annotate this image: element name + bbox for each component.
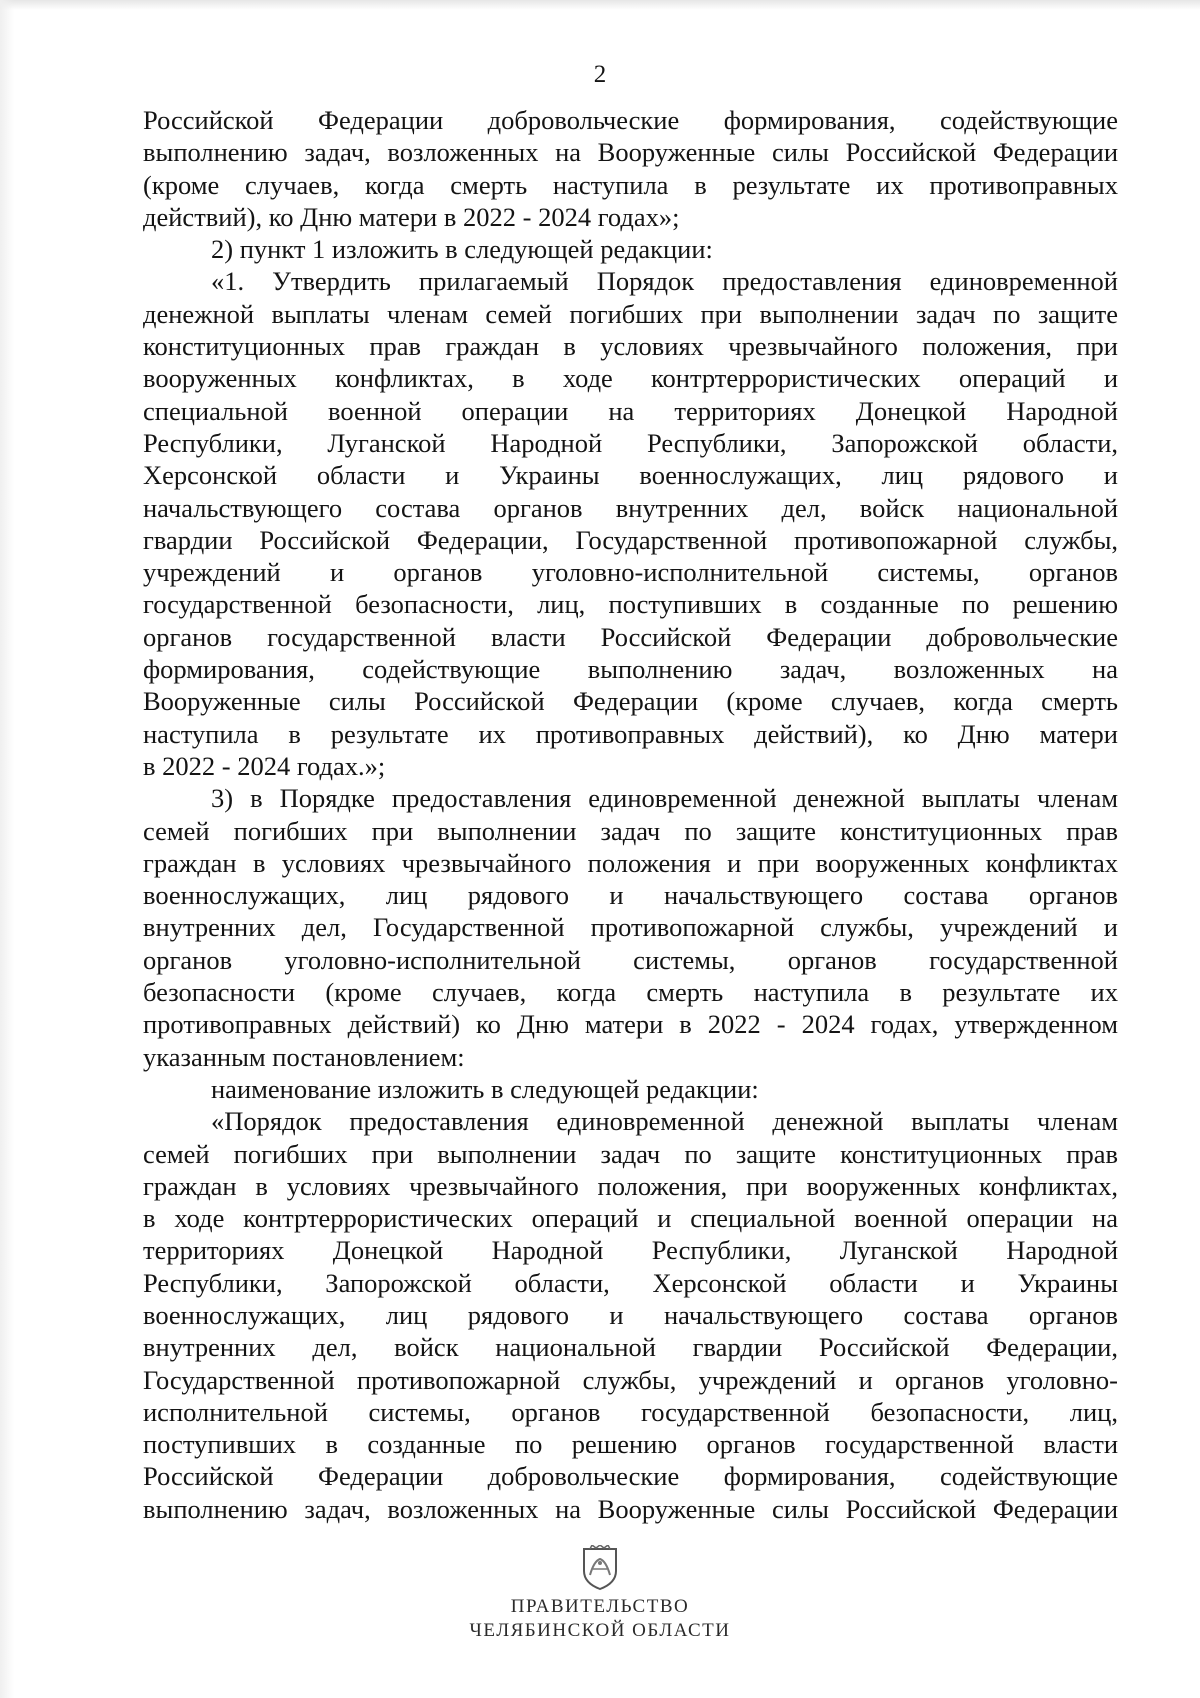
page-number: 2 bbox=[593, 61, 607, 88]
text-line: военнослужащих, лиц рядового и начальствующего состава органов bbox=[143, 1299, 1118, 1330]
document-body bbox=[143, 104, 1118, 1525]
scan-edge-top bbox=[0, 0, 1200, 10]
text-line: учреждений и органов уголовно-исполнительной системы, органов bbox=[143, 557, 1118, 588]
text-line: органов государственной власти Российской Федерации добровольческие bbox=[143, 621, 1118, 652]
text-line: наступила в результате их противоправных действий), ко Дню матери bbox=[143, 718, 1118, 749]
text-line: наименование изложить в следующей редакции: bbox=[211, 1073, 759, 1104]
text-line: органов уголовно-исполнительной системы, органов государственной bbox=[143, 944, 1118, 975]
text-line: указанным постановлением: bbox=[143, 1041, 465, 1072]
text-line: выполнению задач, возложенных на Вооруженные силы Российской Федерации bbox=[143, 137, 1118, 168]
footer-org-line-1: ПРАВИТЕЛЬСТВО bbox=[510, 1596, 690, 1617]
text-line: семей погибших при выполнении задач по защите конституционных прав bbox=[143, 1138, 1118, 1169]
text-line: исполнительной системы, органов государственной безопасности, лиц, bbox=[143, 1396, 1118, 1427]
text-line: Государственной противопожарной службы, учреждений и органов уголовно- bbox=[143, 1364, 1118, 1395]
text-line: «Порядок предоставления единовременной денежной выплаты членам bbox=[211, 1106, 1118, 1137]
scan-edge-left bbox=[0, 0, 14, 1698]
text-line: гвардии Российской Федерации, Государственной противопожарной службы, bbox=[143, 524, 1118, 555]
text-line: внутренних дел, войск национальной гвардии Российской Федерации, bbox=[143, 1332, 1118, 1363]
text-line: поступивших в созданные по решению органов государственной власти bbox=[143, 1429, 1118, 1460]
text-line: граждан в условиях чрезвычайного положения и при вооруженных конфликтах bbox=[143, 847, 1118, 878]
text-line: семей погибших при выполнении задач по защите конституционных прав bbox=[143, 815, 1118, 846]
text-line: в ходе контртеррористических операций и специальной военной операции на bbox=[143, 1203, 1118, 1234]
text-line: действий), ко Дню матери в 2022 - 2024 годах»; bbox=[143, 201, 680, 232]
text-line: государственной безопасности, лиц, поступивших в созданные по решению bbox=[143, 589, 1118, 620]
text-line: Российской Федерации добровольческие формирования, содействующие bbox=[143, 105, 1118, 135]
text-line: (кроме случаев, когда смерть наступила в результате их противоправных bbox=[143, 169, 1118, 200]
text-line: внутренних дел, Государственной противопожарной службы, учреждений и bbox=[143, 912, 1118, 943]
text-line: противоправных действий) ко Дню матери в 2022 - 2024 годах, утвержденном bbox=[143, 1009, 1118, 1040]
text-line: военнослужащих, лиц рядового и начальствующего состава органов bbox=[143, 880, 1118, 911]
text-line: Республики, Запорожской области, Херсонской области и Украины bbox=[143, 1267, 1118, 1298]
text-line: Республики, Луганской Народной Республики, Запорожской области, bbox=[143, 427, 1118, 458]
text-line: формирования, содействующие выполнению задач, возложенных на bbox=[143, 654, 1118, 685]
text-line: вооруженных конфликтах, в ходе контртеррористических операций и bbox=[143, 363, 1118, 394]
text-line: Херсонской области и Украины военнослужащих, лиц рядового и bbox=[143, 460, 1118, 491]
footer-org-line-2: ЧЕЛЯБИНСКОЙ ОБЛАСТИ bbox=[469, 1620, 731, 1641]
text-line: специальной военной операции на территориях Донецкой Народной bbox=[143, 395, 1118, 426]
text-line: конституционных прав граждан в условиях чрезвычайного положения, при bbox=[143, 331, 1118, 362]
text-line: граждан в условиях чрезвычайного положения, при вооруженных конфликтах, bbox=[143, 1170, 1118, 1201]
coat-of-arms-icon bbox=[580, 1545, 620, 1591]
document-footer bbox=[0, 1545, 1200, 1643]
text-line: безопасности (кроме случаев, когда смерть наступила в результате их bbox=[143, 977, 1118, 1008]
text-line: денежной выплаты членам семей погибших при выполнении задач по защите bbox=[143, 298, 1118, 329]
text-line: выполнению задач, возложенных на Вооруженные силы Российской Федерации bbox=[143, 1493, 1118, 1524]
text-line: 2) пункт 1 изложить в следующей редакции: bbox=[211, 234, 713, 265]
text-line: Вооруженные силы Российской Федерации (кроме случаев, когда смерть bbox=[143, 686, 1118, 717]
text-line: 3) в Порядке предоставления единовременной денежной выплаты членам bbox=[211, 783, 1118, 814]
text-line: в 2022 - 2024 годах.»; bbox=[143, 750, 386, 781]
text-line: начальствующего состава органов внутренних дел, войск национальной bbox=[143, 492, 1118, 523]
text-line: «1. Утвердить прилагаемый Порядок предоставления единовременной bbox=[211, 266, 1118, 297]
text-line: территориях Донецкой Народной Республики, Луганской Народной bbox=[143, 1235, 1118, 1266]
text-line: Российской Федерации добровольческие формирования, содействующие bbox=[143, 1461, 1118, 1492]
